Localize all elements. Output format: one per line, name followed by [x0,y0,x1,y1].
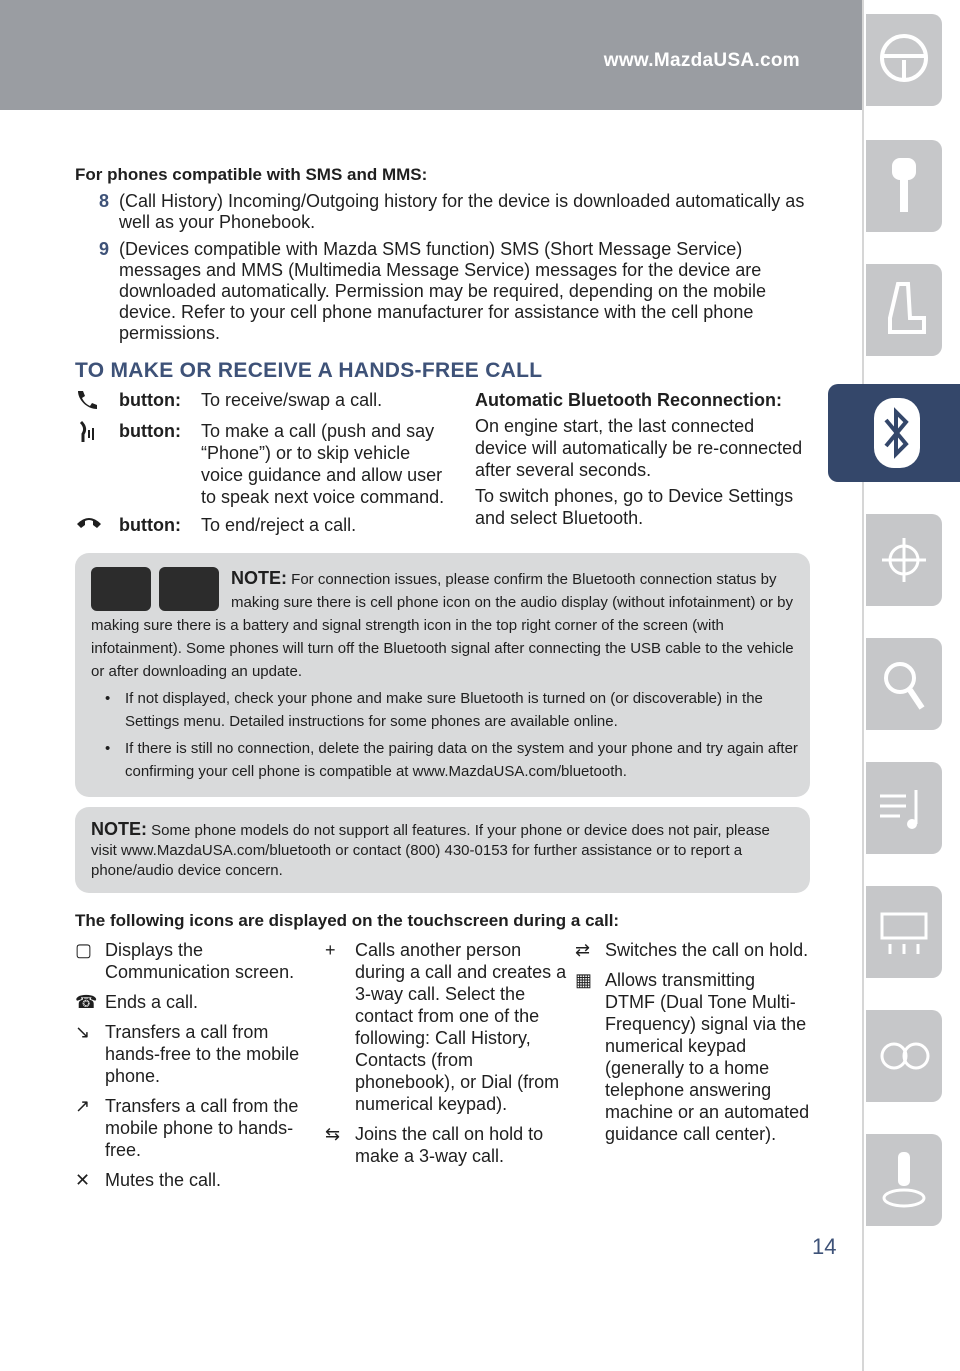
connection-note [75,553,810,797]
transfer-to-phone-icon: ↘ [75,1022,91,1042]
climate-icon [876,900,932,964]
sidebar-divider [862,0,864,1371]
note-text: For connection issues, please confirm the Bluetooth connection status by making sure there is cell phone icon on the audio display (without infotainment) or by making sure there is a battery and signal strength icon in the top right corner of the screen (with infotainment). Some phones will turn off the Bluetooth signal after connecting the USB cable to the vehicle or after downloading an update. [91,571,794,680]
button-description: button: To receive/swap a call. [75,389,475,414]
auto-reconnect-title: Automatic Bluetooth Reconnection: [475,390,782,410]
list-item: ↗ Transfers a call from the mobile phone to hands-free. [75,1096,299,1160]
music-icon [876,776,932,840]
icons-heading: The following icons are displayed on the touchscreen during a call: [75,911,620,930]
list-item: ⇄ Switches the call on hold. [575,940,809,960]
list-item: ▢ Displays the Communication screen. [75,940,295,982]
compass-icon [876,528,932,592]
list-item: ⇆ Joins the call on hold to make a 3-way call. [325,1124,544,1166]
compatibility-note [75,807,810,893]
item-number: 9 [99,239,110,259]
tab-navigation[interactable] [866,514,942,606]
swap-call-icon: ⇄ [575,940,591,960]
tab-search[interactable] [866,638,942,730]
list-item [75,191,810,233]
hang-up-icon [75,514,119,537]
shifter-icon [876,1148,932,1212]
main-content [75,165,810,1199]
list-item: ↘ Transfers a call from hands-free to the mobile phone. [75,1022,300,1086]
tab-gauges[interactable] [866,1010,942,1102]
list-item: + Calls another person during a call and creates a 3-way call. Select the contact from one of the following: Call History, Contacts (from phonebook), or Dial (from numerical keypad). [325,940,567,1114]
list-item: ▦ Allows transmitting DTMF (Dual Tone Multi-Frequency) signal via the numerical keypad (generally to a home telephone answering machine or an automated guidance call center). [575,970,810,1144]
sms-heading: For phones compatible with SMS and MMS: [75,165,428,184]
transfer-to-handsfree-icon: ↗ [75,1096,91,1116]
add-call-icon: + [325,940,336,960]
merge-call-icon: ⇆ [325,1124,341,1144]
gauges-icon [876,1024,932,1088]
note-label: NOTE: [91,819,147,839]
end-call-icon: ☎ [75,992,98,1012]
item-number: 8 [99,191,110,211]
button-description: button: To end/reject a call. [75,514,475,537]
website-url[interactable]: www.MazdaUSA.com [603,50,800,71]
cell-phone-icon [159,567,219,611]
tab-key[interactable] [866,140,942,232]
tab-steering-wheel[interactable] [866,14,942,106]
list-item: ✕ Mutes the call. [75,1170,222,1190]
tab-seat[interactable] [866,264,942,356]
signal-battery-icon [91,567,151,611]
tab-climate[interactable] [866,886,942,978]
list-item: • If there is still no connection, delete the pairing data on the system and your phone and try again after confirming your cell phone is compatible at www.MazdaUSA.com/bluetooth. [105,740,798,780]
steering-wheel-icon [876,28,932,92]
item-text: (Call History) Incoming/Outgoing history for the device is downloaded automatically as well as your Phonebook. [119,191,805,232]
section-title: TO MAKE OR RECEIVE A HANDS-FREE CALL [75,359,543,382]
communication-screen-icon: ▢ [75,940,93,960]
button-description: button: To make a call (push and say “Phone”) or to skip vehicle voice guidance and allow user to speak next voice command. [75,420,475,508]
key-icon [876,154,932,218]
keypad-icon: ▦ [575,970,593,990]
list-item: • If not displayed, check your phone and make sure Bluetooth is turned on (or discoverable) in the Settings menu. Detailed instructions for some phones are available online. [105,690,763,730]
seat-icon [876,278,932,342]
list-item [75,239,810,344]
tab-bluetooth[interactable] [828,384,960,482]
bluetooth-icon [874,398,920,468]
switch-phone-text: To switch phones, go to Device Settings and select Bluetooth. [475,486,794,528]
mute-icon: ✕ [75,1170,91,1190]
list-item: ☎ Ends a call. [75,992,199,1012]
magnifier-icon [876,652,932,716]
note-label: NOTE: [231,568,287,588]
tab-audio[interactable] [866,762,942,854]
tab-shifter[interactable] [866,1134,942,1226]
page-number: 14 [812,1234,837,1259]
phone-pickup-icon [75,389,119,414]
auto-reconnect-text: On engine start, the last connected device will automatically be re-connected after several seconds. [475,416,803,480]
item-text: (Devices compatible with Mazda SMS function) SMS (Short Message Service) messages and MMS (Multimedia Message Service) messages for the device are downloaded automatically. Permission may be required, depending on the mobile device. Refer to your cell phone manufacturer for assistance with the cell phone permissions. [119,239,767,343]
talk-icon [75,420,119,508]
note-text: Some phone models do not support all features. If your phone or device does not pair, please visit www.MazdaUSA.com/bluetooth or contact (800) 430-0153 for further assistance or to report a phone/audio device concern. [91,822,770,879]
